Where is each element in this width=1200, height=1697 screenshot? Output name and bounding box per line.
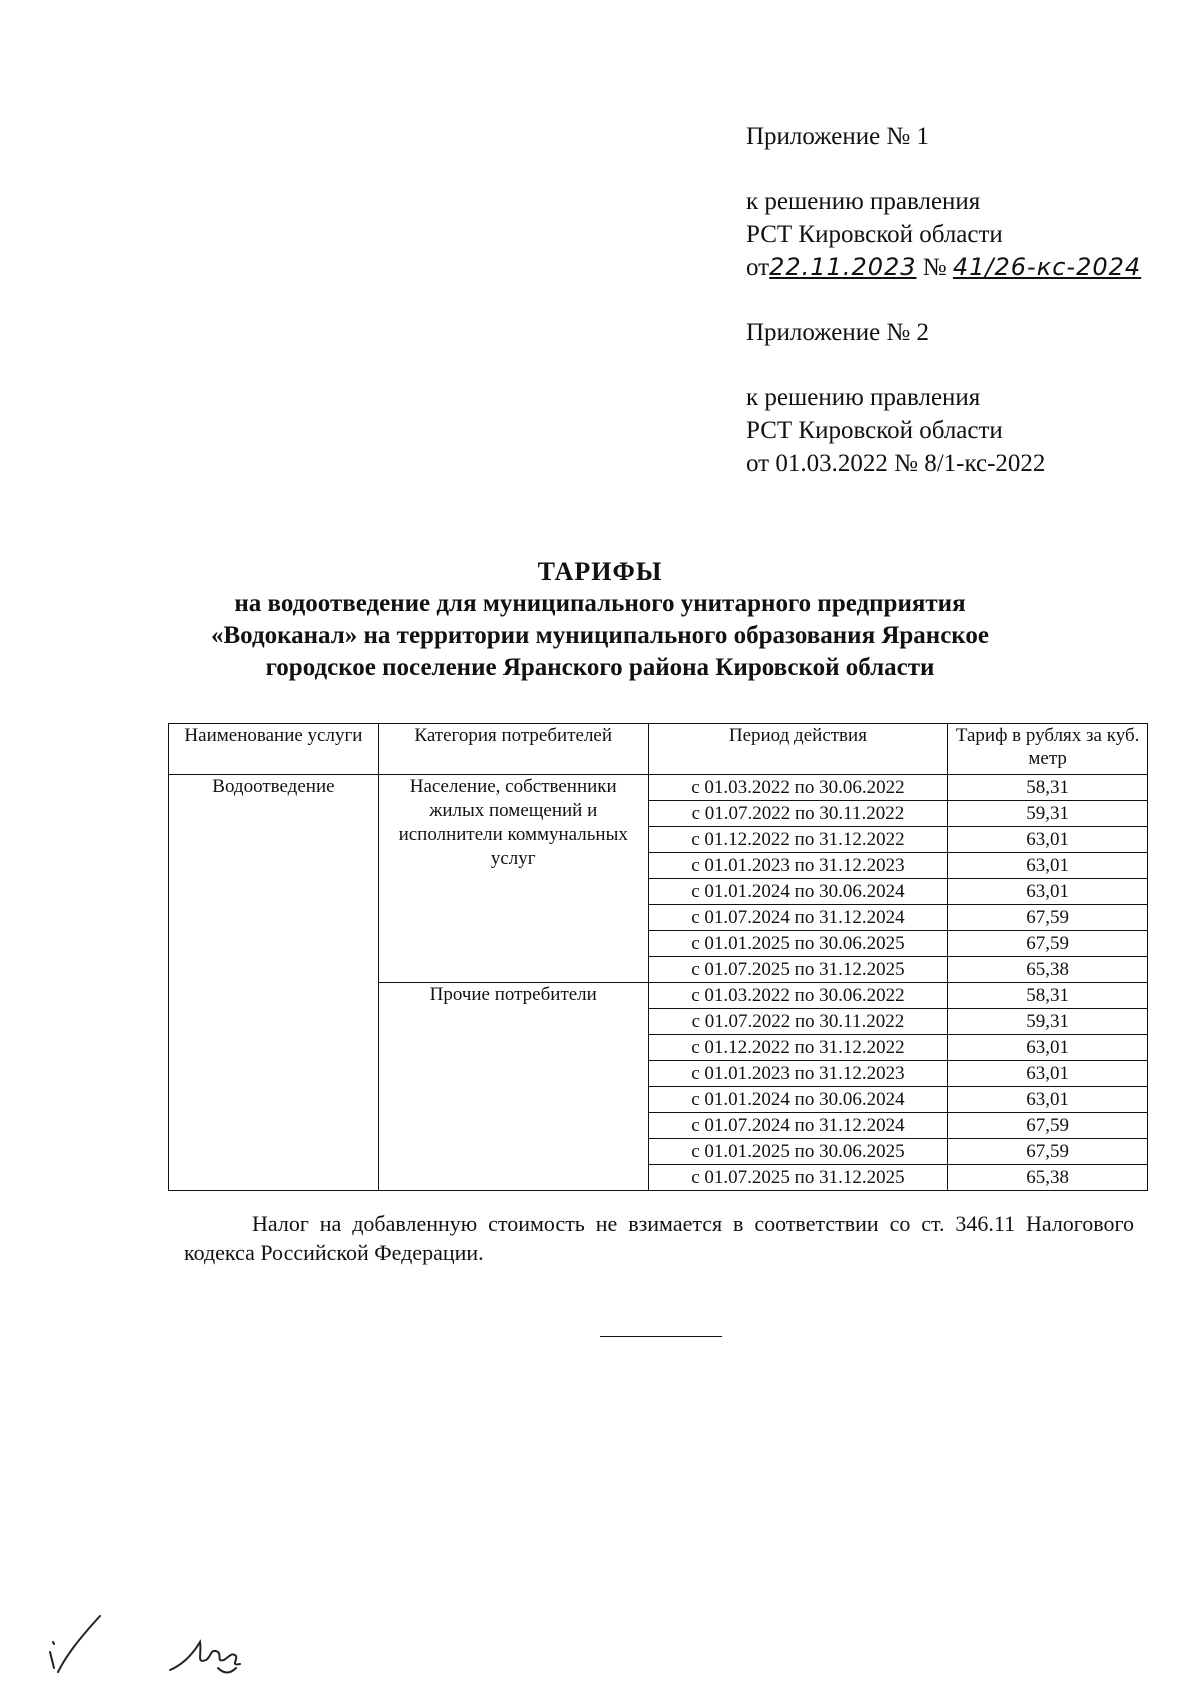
tariff-value-cell: 67,59 <box>948 905 1148 931</box>
annex-1-title: Приложение № 1 <box>746 123 930 150</box>
initials-signature-right <box>166 1630 266 1680</box>
period-cell: с 01.07.2024 по 31.12.2024 <box>648 1113 948 1139</box>
heading-title: ТАРИФЫ <box>537 557 663 586</box>
annex-2-title: Приложение № 2 <box>746 319 930 346</box>
tariff-value-cell: 63,01 <box>948 1035 1148 1061</box>
period-cell: с 01.01.2024 по 30.06.2024 <box>648 1087 948 1113</box>
annex-1-date-line <box>746 251 1166 284</box>
period-cell: с 01.07.2024 по 31.12.2024 <box>648 905 948 931</box>
annex-1-number-prefix: № <box>922 254 947 281</box>
consumer-category-cell: Население, собственники жилых помещений и исполнители коммунальных услуг <box>378 775 648 983</box>
annex-1-handwritten-date: 22.11.2023 <box>769 253 917 281</box>
tariff-value-cell: 67,59 <box>948 1139 1148 1165</box>
annex-1-line-1: к решению правления <box>746 188 981 215</box>
tariff-value-cell: 63,01 <box>948 827 1148 853</box>
period-cell: с 01.07.2022 по 30.11.2022 <box>648 801 948 827</box>
header-category: Категория потребителей <box>378 724 648 775</box>
annex-1-line-2: РСТ Кировской области <box>746 221 1003 248</box>
annex-1-date-prefix: от <box>746 254 770 281</box>
tariff-value-cell: 67,59 <box>948 1113 1148 1139</box>
consumer-category-cell: Прочие потребители <box>378 983 648 1191</box>
initials-signature-left <box>44 1612 130 1674</box>
tariff-value-cell: 58,31 <box>948 983 1148 1009</box>
period-cell: с 01.12.2022 по 31.12.2022 <box>648 1035 948 1061</box>
header-tariff: Тариф в рублях за куб. метр <box>948 724 1148 775</box>
tariff-value-cell: 65,38 <box>948 957 1148 983</box>
annex-2-line-2: РСТ Кировской области <box>746 417 1003 444</box>
table-header-row <box>169 724 1148 775</box>
end-divider <box>600 1336 722 1337</box>
tariff-value-cell: 63,01 <box>948 853 1148 879</box>
header-period: Период действия <box>648 724 948 775</box>
period-cell: с 01.03.2022 по 30.06.2022 <box>648 775 948 801</box>
tariff-value-cell: 63,01 <box>948 879 1148 905</box>
spacer <box>746 284 1166 316</box>
annex-2-line-3: от 01.03.2022 № 8/1-кс-2022 <box>746 450 1046 477</box>
heading-line-2: «Водоканал» на территории муниципального образования Яранское <box>211 622 989 649</box>
period-cell: с 01.07.2025 по 31.12.2025 <box>648 1165 948 1191</box>
annex-2-line-1: к решению правления <box>746 384 981 411</box>
period-cell: с 01.12.2022 по 31.12.2022 <box>648 827 948 853</box>
period-cell: с 01.07.2025 по 31.12.2025 <box>648 957 948 983</box>
period-cell: с 01.01.2023 по 31.12.2023 <box>648 853 948 879</box>
period-cell: с 01.01.2023 по 31.12.2023 <box>648 1061 948 1087</box>
table-row <box>169 775 1148 801</box>
period-cell: с 01.01.2025 по 30.06.2025 <box>648 1139 948 1165</box>
service-name-cell: Водоотведение <box>169 775 379 1191</box>
tariff-value-cell: 59,31 <box>948 801 1148 827</box>
document-heading <box>150 556 1050 684</box>
vat-note: Налог на добавленную стоимость не взимается в соответствии со ст. 346.11 Налогового кодекса Российской Федерации. <box>184 1211 1134 1265</box>
tariff-value-cell: 58,31 <box>948 775 1148 801</box>
annex-block <box>746 120 1166 480</box>
period-cell: с 01.03.2022 по 30.06.2022 <box>648 983 948 1009</box>
heading-line-1: на водоотведение для муниципального унитарного предприятия <box>234 590 966 617</box>
annex-1-handwritten-number: 41/26-кс-2024 <box>952 253 1142 281</box>
heading-line-3: городское поселение Яранского района Кировской области <box>265 654 935 681</box>
table-body <box>169 775 1148 1191</box>
tariffs-table <box>168 723 1148 1191</box>
period-cell: с 01.01.2024 по 30.06.2024 <box>648 879 948 905</box>
tariff-value-cell: 59,31 <box>948 1009 1148 1035</box>
period-cell: с 01.01.2025 по 30.06.2025 <box>648 931 948 957</box>
tariff-value-cell: 65,38 <box>948 1165 1148 1191</box>
tariff-value-cell: 63,01 <box>948 1061 1148 1087</box>
period-cell: с 01.07.2022 по 30.11.2022 <box>648 1009 948 1035</box>
header-service: Наименование услуги <box>169 724 379 775</box>
tariff-value-cell: 67,59 <box>948 931 1148 957</box>
tariff-value-cell: 63,01 <box>948 1087 1148 1113</box>
